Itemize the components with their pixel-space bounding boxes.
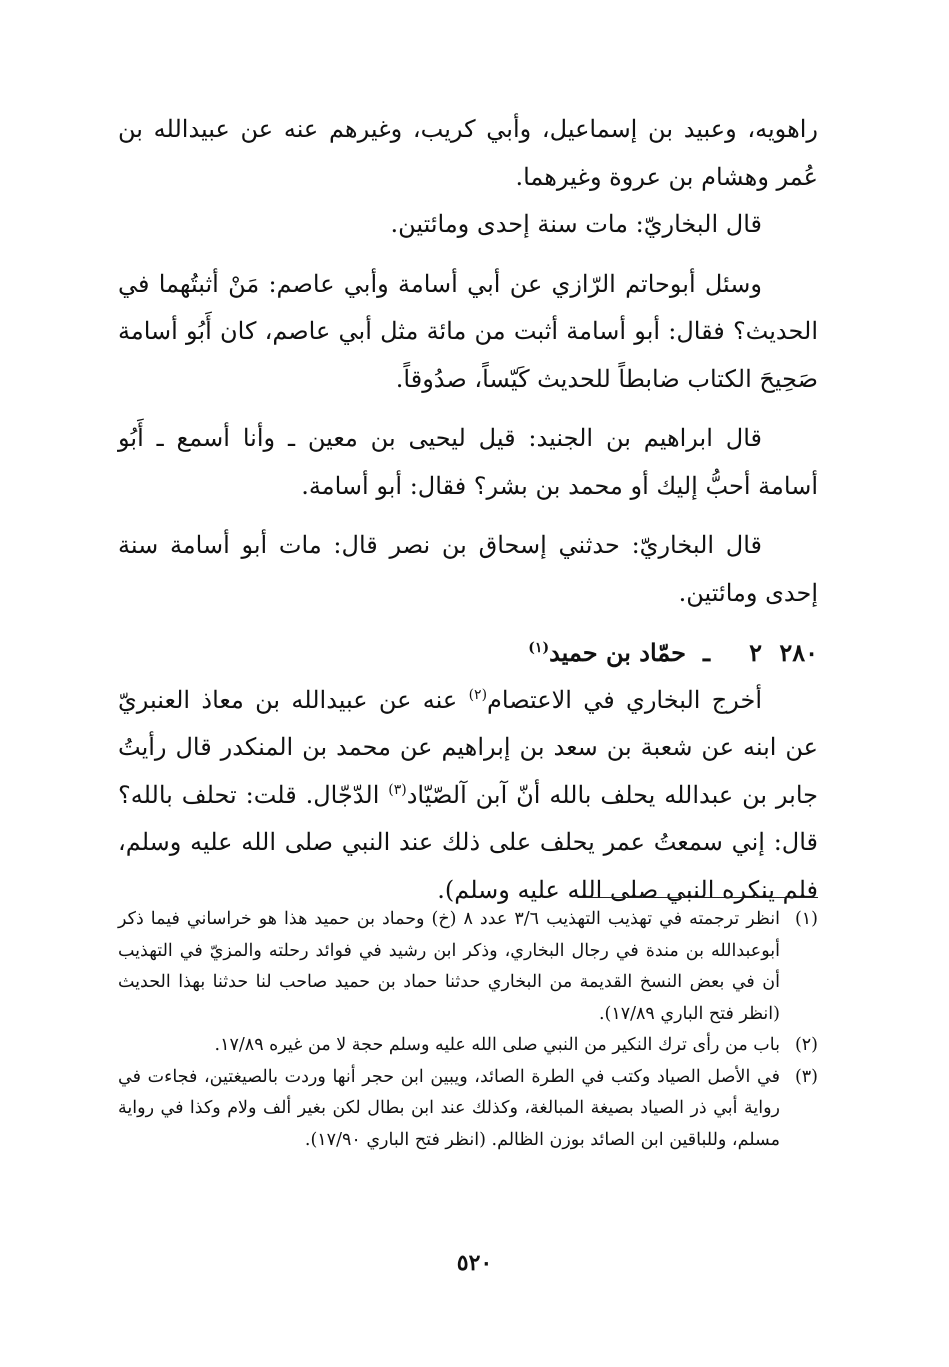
hadith-part-2: عنه عن عبيدالله بن معاذ العنبريّ عن ابنه عن شعبة بن سعد بن إبراهيم عن محمد بن المنكدر قال رأيتُ جابر بن عبدالله يحلف بالله أنّ آبن آلصّيّاد [118,685,818,809]
entry-number: ٢٨٠ [779,638,818,667]
footnote-number: (٢) [794,1035,818,1055]
footnote-ref-3: (٣) [388,781,407,798]
footnotes [118,904,818,1156]
entry-heading [118,629,818,677]
footnote-ref-1: (١) [528,640,550,656]
paragraph-abu-hatim: وسئل أبوحاتم الرّازي عن أبي أسامة وأبي عاصم: مَنْ أثبتُهما في الحديث؟ فقال: أبو أسامة أثبت من مائة مثل أبي عاصم، كان أَبُو أسامة صَحِيحَ الكتاب ضابطاً للحديث كَيّساً، صدُوقاً. [118,269,818,393]
paragraph-continuation: راهويه، وعبيد بن إسماعيل، وأبي كريب، وغيرهم عنه عن عبيدالله بن عُمر وهشام بن عروة وغيرهما. [118,115,818,191]
paragraph-hadith [118,677,818,915]
footnote-1 [118,904,818,1030]
paragraph-bukhari-death: قال البخاريّ: مات سنة إحدى ومائتين. [390,210,762,238]
entry-name-text: حمّاد بن حميد [549,638,686,667]
footnote-text: في الأصل الصياد وكتب في الطرة الصائد، ويبين ابن حجر أنها وردت بالصيغتين، فجاءت في رواية أبي ذر الصياد بصيغة المبالغة، وكذلك عند ابن بطال لكن بغير ألف ولام وكذا في رواية مسلم، وللباقين ابن الصائد بوزن الظالم. (انظر فتح الباري ١٧/٩٠). [118,1066,780,1150]
hadith-part-3: الدّجّال. قلت: تحلف بالله؟ قال: إني سمعتُ عمر يحلف على ذلك عند النبي صلى الله عليه وسلم، فلم ينكره النبي صلى الله عليه وسلم). [118,780,818,904]
hadith-part-1: أخرج البخاري في الاعتصام [487,685,762,714]
footnote-number: (١) [794,909,818,929]
footnote-ref-2: (٢) [468,686,488,703]
page-number: ٥٢٠ [456,1250,493,1276]
footnote-number: (٣) [794,1066,818,1087]
entry-dash: ـ [702,638,710,667]
footnote-divider [578,897,818,898]
entry-name [528,629,686,677]
footnote-2 [118,1030,818,1062]
main-text [118,106,818,914]
paragraph-ibn-junaid: قال ابراهيم بن الجنيد: قيل ليحيى بن معين ـ وأنا أسمع ـ أَبُو أسامة أحبُّ إليك أو محمد بن بشر؟ فقال: أبو أسامة. [118,424,818,500]
entry-sub-number: ٢ [749,638,762,667]
paragraph-bukhari-ishaq: قال البخاريّ: حدثني إسحاق بن نصر قال: مات أبو أسامة سنة إحدى ومائتين. [118,531,818,607]
footnote-text: انظر ترجمته في تهذيب التهذيب ٣/٦ عدد ٨ (خ) وحماد بن حميد هذا هو خراساني فيما ذكر أبوعبدالله بن مندة في رجال البخاري، وذكر ابن رشيد في فوائد رحلته والمزيّ في التهذيب أن في بعض النسخ القديمة من البخاري حدثنا حماد بن حميد صاحب لنا حدثنا بهذا الحديث (انظر فتح الباري ١٧/٨٩). [118,909,781,1024]
footnote-text: باب من رأى ترك النكير من النبي صلى الله عليه وسلم حجة لا من غيره ١٧/٨٩. [214,1035,780,1055]
footnote-3 [118,1062,818,1157]
